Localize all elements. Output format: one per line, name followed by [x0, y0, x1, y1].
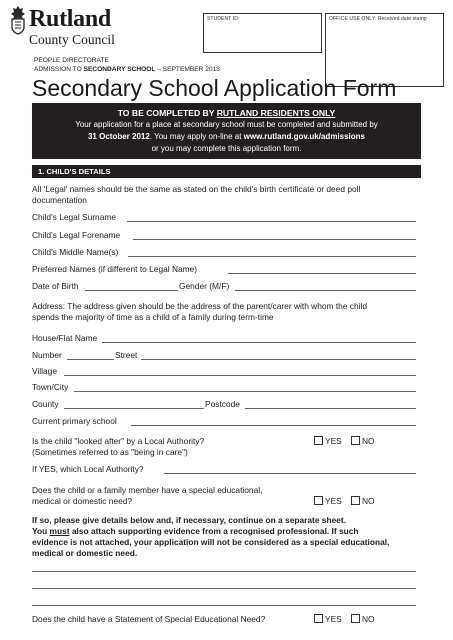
address-note-2: spends the majority of time as a child of a family during term-time — [32, 312, 274, 322]
house-label: House/Flat Name — [32, 333, 98, 343]
gender-field[interactable] — [235, 290, 416, 291]
sen-question-2: medical or domestic need? — [32, 496, 133, 506]
student-id-box[interactable] — [203, 13, 322, 53]
directorate-line: PEOPLE DIRECTORATE — [34, 57, 109, 64]
legal-names-note-1: All 'Legal' names should be the same as stated on the child's birth certificate or deed poll — [32, 184, 361, 194]
banner-heading — [32, 108, 421, 119]
looked-after-question: Is the child "looked after" by a Local Authority? — [32, 436, 205, 446]
legal-names-note-2: documentation — [32, 195, 87, 205]
middle-names-field[interactable] — [128, 256, 416, 257]
dob-field[interactable] — [85, 290, 178, 291]
looked-after-no-option[interactable] — [351, 436, 375, 447]
details-line-3[interactable] — [32, 605, 416, 606]
details-prefix: You — [32, 526, 50, 536]
details-instruction-1: If so, please give details below and, if necessary, continue on a separate sheet. — [32, 515, 347, 525]
checkbox-icon[interactable] — [314, 496, 323, 505]
town-label: Town/City — [32, 382, 69, 392]
village-field[interactable] — [64, 375, 416, 376]
org-subname: County Council — [29, 32, 115, 47]
banner-deadline: 31 October 2012 — [87, 132, 150, 141]
admission-line — [34, 65, 220, 74]
yes-label: YES — [325, 496, 342, 506]
yes-label: YES — [325, 436, 342, 446]
org-name: Rutland — [29, 6, 111, 32]
no-label: NO — [362, 496, 375, 506]
admission-suffix: – SEPTEMBER 2013 — [155, 66, 220, 73]
sen-question-1: Does the child or a family member have a special educational, — [32, 485, 263, 495]
details-instruction-2 — [32, 526, 359, 537]
legal-surname-label: Child's Legal Surname — [32, 212, 116, 222]
current-school-field[interactable] — [131, 425, 416, 426]
checkbox-icon[interactable] — [351, 436, 360, 445]
postcode-field[interactable] — [245, 408, 416, 409]
preferred-names-field[interactable] — [228, 273, 416, 274]
address-note-1: Address: The address given should be the address of the parent/carer with whom the child — [32, 301, 368, 311]
details-instruction-4: medical or domestic need. — [32, 548, 138, 558]
checkbox-icon[interactable] — [351, 614, 360, 623]
street-field[interactable] — [141, 359, 416, 360]
no-label: NO — [362, 614, 375, 624]
banner-line2-mid: . You may apply on-line at — [149, 132, 244, 141]
which-la-field[interactable] — [164, 473, 416, 474]
legal-forename-label: Child's Legal Forename — [32, 230, 121, 240]
no-label: NO — [362, 436, 375, 446]
yes-label: YES — [325, 614, 342, 624]
house-field[interactable] — [102, 342, 416, 343]
statement-question: Does the child have a Statement of Special Educational Need? — [32, 614, 266, 624]
details-line-1[interactable] — [32, 571, 416, 572]
street-label: Street — [115, 350, 138, 360]
office-use-label: OFFICE USE ONLY: Received date stamp — [329, 16, 427, 22]
sen-no-option[interactable] — [351, 496, 375, 507]
details-suffix: also attach supporting evidence from a recognised professional. If such — [69, 526, 359, 536]
banner-line3: or you may complete this application form. — [151, 144, 302, 153]
middle-names-label: Child's Middle Name(s) — [32, 247, 119, 257]
residents-banner — [32, 103, 421, 159]
admissions-link[interactable]: www.rutland.gov.uk/admissions — [243, 132, 365, 141]
county-field[interactable] — [64, 408, 204, 409]
page-title: Secondary School Application Form — [32, 75, 397, 101]
section-title: 1. CHILD'S DETAILS — [38, 167, 111, 176]
details-line-2[interactable] — [32, 588, 416, 589]
directorate-info — [34, 56, 220, 74]
legal-surname-field[interactable] — [127, 221, 416, 222]
student-id-label: STUDENT ID: — [207, 16, 240, 22]
banner-heading-underlined: RUTLAND RESIDENTS ONLY — [216, 108, 336, 118]
current-school-label: Current primary school — [32, 416, 117, 426]
dob-label: Date of Birth — [32, 281, 79, 291]
details-must: must — [49, 526, 70, 536]
council-crest-icon — [9, 5, 27, 35]
details-instruction-3: evidence is not attached, your application will not be considered as a special educational, — [32, 537, 390, 547]
gender-label: Gender (M/F) — [179, 281, 230, 291]
looked-after-note: (Sometimes referred to as "being in care") — [32, 447, 188, 457]
banner-heading-prefix: TO BE COMPLETED BY — [117, 108, 217, 118]
banner-line1: Your application for a place at secondary school must be completed and submitted by — [75, 120, 378, 129]
sen-yes-option[interactable] — [314, 496, 342, 507]
village-label: Village — [32, 366, 57, 376]
postcode-label: Postcode — [205, 399, 240, 409]
which-la-label: If YES, which Local Authority? — [32, 464, 144, 474]
town-field[interactable] — [74, 391, 416, 392]
admission-prefix: ADMISSION TO — [34, 66, 84, 73]
checkbox-icon[interactable] — [314, 614, 323, 623]
preferred-names-label: Preferred Names (if different to Legal Name) — [32, 264, 198, 274]
admission-bold: SECONDARY SCHOOL — [83, 66, 156, 73]
legal-forename-field[interactable] — [133, 239, 416, 240]
number-label: Number — [32, 350, 62, 360]
banner-line2 — [32, 131, 421, 143]
checkbox-icon[interactable] — [314, 436, 323, 445]
county-label: County — [32, 399, 59, 409]
section-childs-details — [32, 165, 421, 178]
number-field[interactable] — [67, 359, 114, 360]
checkbox-icon[interactable] — [351, 496, 360, 505]
statement-yes-option[interactable] — [314, 614, 342, 625]
statement-no-option[interactable] — [351, 614, 375, 625]
looked-after-yes-option[interactable] — [314, 436, 342, 447]
